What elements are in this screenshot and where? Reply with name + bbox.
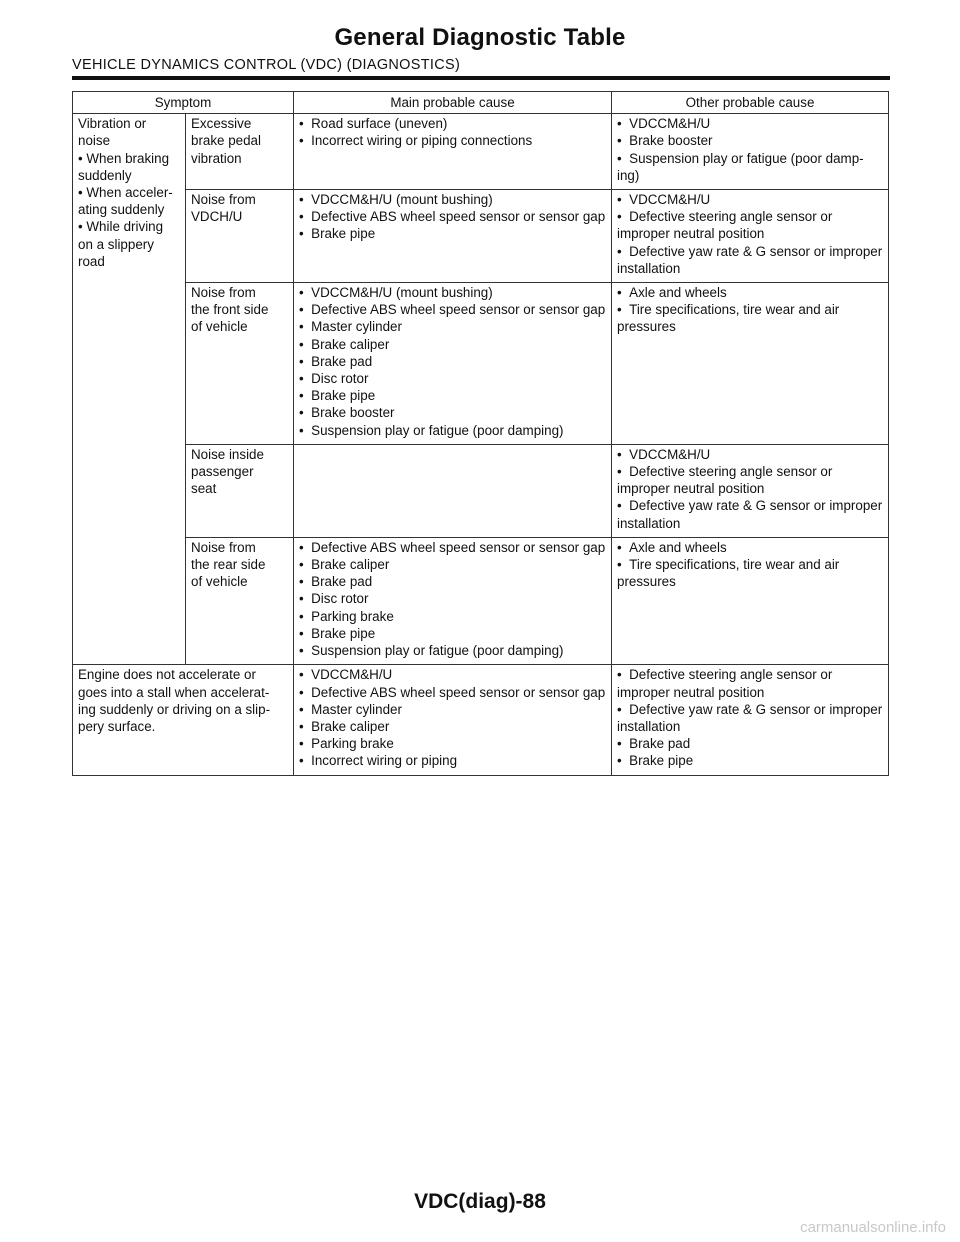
main-cause-cell-empty: [294, 444, 612, 537]
list-item: • Incorrect wiring or piping connections: [299, 132, 606, 149]
table-row: [73, 114, 889, 190]
sub-symptom-cell: Noise from the front side of vehicle: [186, 283, 294, 445]
table-row: [73, 444, 889, 537]
list-item: • Brake pad: [617, 735, 883, 752]
list-item: • Suspension play or fatigue (poor damping): [299, 642, 606, 659]
list-item: • Brake pipe: [299, 225, 606, 242]
list-item: • Defective ABS wheel speed sensor or sensor gap: [299, 684, 606, 701]
main-cause-cell: [294, 537, 612, 664]
main-cause-cell: [294, 283, 612, 445]
list-item: • Defective yaw rate & G sensor or improper installation: [617, 497, 883, 531]
diagnostic-table: [72, 91, 889, 776]
list-item: • Master cylinder: [299, 318, 606, 335]
list-item: • Axle and wheels: [617, 284, 883, 301]
page-title: General Diagnostic Table: [334, 24, 626, 51]
watermark: carmanualsonline.info: [800, 1219, 946, 1236]
list-item: • Brake pipe: [299, 625, 606, 642]
list-item: • Defective yaw rate & G sensor or improper installation: [617, 243, 883, 277]
list-item: • Defective steering angle sensor or improper neutral position: [617, 208, 883, 242]
list-item: • Defective ABS wheel speed sensor or sensor gap: [299, 208, 606, 225]
table-row: [73, 190, 889, 283]
list-item: • VDCCM&H/U: [617, 115, 883, 132]
list-item: • VDCCM&H/U (mount bushing): [299, 284, 606, 301]
list-item: • Axle and wheels: [617, 539, 883, 556]
list-item: • Brake pipe: [617, 752, 883, 769]
table-header-row: [73, 92, 889, 114]
other-cause-cell: [612, 190, 889, 283]
list-item: • Brake booster: [617, 132, 883, 149]
table-row: [73, 665, 889, 775]
list-item: • Incorrect wiring or piping: [299, 752, 606, 769]
column-header-main-cause: Main probable cause: [294, 92, 612, 114]
list-item: • Defective steering angle sensor or improper neutral position: [617, 666, 883, 700]
list-item: • Disc rotor: [299, 370, 606, 387]
list-item: • Road surface (uneven): [299, 115, 606, 132]
list-item: • VDCCM&H/U (mount bushing): [299, 191, 606, 208]
column-header-symptom: Symptom: [73, 92, 294, 114]
list-item: • Brake pipe: [299, 387, 606, 404]
list-item: • Defective ABS wheel speed sensor or sensor gap: [299, 539, 606, 556]
list-item: • Suspension play or fatigue (poor damping): [299, 422, 606, 439]
list-item: • Brake caliper: [299, 556, 606, 573]
list-item: • Defective steering angle sensor or improper neutral position: [617, 463, 883, 497]
list-item: • Brake pad: [299, 353, 606, 370]
list-item: • Tire specifications, tire wear and air pressures: [617, 556, 883, 590]
list-item: • Brake caliper: [299, 336, 606, 353]
main-cause-cell: [294, 114, 612, 190]
list-item: • Brake caliper: [299, 718, 606, 735]
list-item: • Disc rotor: [299, 590, 606, 607]
list-item: • Brake booster: [299, 404, 606, 421]
symptom-engine-stall: Engine does not accelerate or goes into a stall when accelerat- ing suddenly or driving on a slip- pery surface.: [73, 665, 294, 775]
other-cause-cell: [612, 114, 889, 190]
main-cause-cell: [294, 665, 612, 775]
section-title: VEHICLE DYNAMICS CONTROL (VDC) (DIAGNOSTICS): [72, 57, 461, 73]
main-cause-cell: [294, 190, 612, 283]
list-item: • Defective yaw rate & G sensor or improper installation: [617, 701, 883, 735]
sub-symptom-cell: Excessive brake pedal vibration: [186, 114, 294, 190]
other-cause-cell: [612, 665, 889, 775]
table-row: [73, 537, 889, 664]
list-item: • Defective ABS wheel speed sensor or sensor gap: [299, 301, 606, 318]
list-item: • Brake pad: [299, 573, 606, 590]
other-cause-cell: [612, 537, 889, 664]
list-item: • VDCCM&H/U: [617, 446, 883, 463]
list-item: • Master cylinder: [299, 701, 606, 718]
header-rule: [72, 76, 890, 80]
symptom-vibration-noise: Vibration or noise • When braking suddenly • When acceler- ating suddenly • While driving on a slippery road: [73, 114, 186, 665]
list-item: • VDCCM&H/U: [299, 666, 606, 683]
sub-symptom-cell: Noise inside passenger seat: [186, 444, 294, 537]
list-item: • Parking brake: [299, 735, 606, 752]
page-number: VDC(diag)-88: [414, 1190, 546, 1213]
sub-symptom-cell: Noise from the rear side of vehicle: [186, 537, 294, 664]
column-header-other-cause: Other probable cause: [612, 92, 889, 114]
sub-symptom-cell: Noise from VDCH/U: [186, 190, 294, 283]
list-item: • Parking brake: [299, 608, 606, 625]
list-item: • VDCCM&H/U: [617, 191, 883, 208]
list-item: • Suspension play or fatigue (poor damp-ing): [617, 150, 883, 184]
list-item: • Tire specifications, tire wear and air pressures: [617, 301, 883, 335]
table-row: [73, 283, 889, 445]
other-cause-cell: [612, 283, 889, 445]
other-cause-cell: [612, 444, 889, 537]
